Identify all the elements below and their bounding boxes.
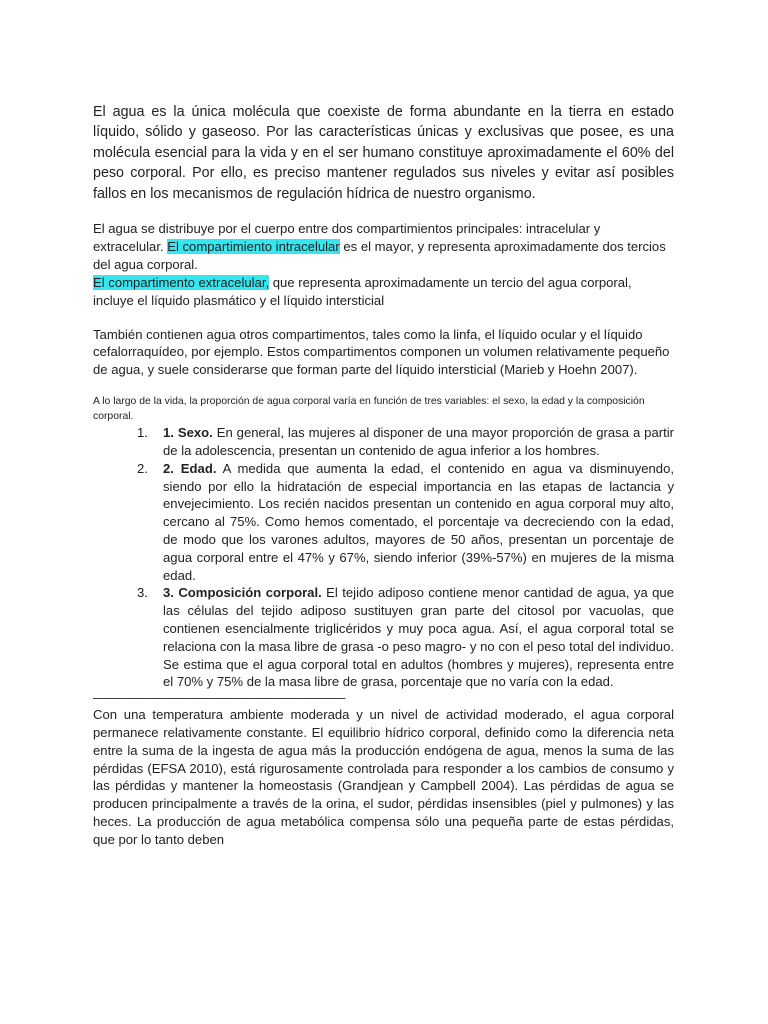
compartments-text-b: es el mayor, y representa aproximadamente dos tercios del agua corporal. bbox=[93, 238, 666, 272]
list-number: 3. bbox=[137, 585, 148, 601]
list-number: 2. bbox=[137, 460, 148, 476]
highlight-intracellular: El compartimiento intracelular bbox=[167, 238, 340, 254]
list-item-text: En general, las mujeres al disponer de una mayor proporción de grasa a partir de la adolescencia, presentan un contenido de agua inferior a los hombres. bbox=[163, 425, 674, 459]
separator-line: ———————————————————— bbox=[93, 690, 346, 706]
list-item-text: A medida que aumenta la edad, el contenido en agua va disminuyendo, siendo por ello la hidratación de especial importancia en las etapas de lactancia y envejecimiento. Los recién nacidos presentan un contenido en agua corporal muy alto, cercano al 75%. Como hemos comentado, el porcentaje va decreciendo con la edad, de modo que los varones adultos, mayores de 50 años, presentan un porcentaje de agua corporal entre el 47% y 67%, siendo inferior (39%-57%) en mujeres de la misma edad. bbox=[163, 460, 675, 583]
highlight-extracellular: El compartimento extracelular, bbox=[93, 274, 270, 290]
compartments-text-c: que representa aproximadamente un tercio del agua corporal, incluye el líquido plasmático y el líquido intersticial bbox=[93, 274, 632, 308]
list-item bbox=[93, 584, 674, 691]
list-item-text: El tejido adiposo contiene menor cantidad de agua, ya que las células del tejido adiposo sustituyen gran parte del citosol por vacuolas, que contienen esencialmente triglicéridos y muy poca agua. Así, el agua corporal total se relaciona con la masa libre de grasa -o peso magro- y no con el peso total del individuo. Se estima que el agua corporal total en adultos (hombres y mujeres), representa entre el 70% y 75% de la masa libre de grasa, porcentaje que no varía con la edad. bbox=[163, 585, 674, 690]
list-item-title: 3. Composición corporal. bbox=[163, 585, 322, 601]
factors-list bbox=[93, 424, 674, 691]
intro-paragraph: El agua es la única molécula que coexiste de forma abundante en la tierra en estado líquido, sólido y gaseoso. Por las características únicas y exclusivas que posee, es una molécula esencial para la vida y en el ser humano constituye aproximadamente el 60% del peso corporal. Por ello, es preciso mantener regulados sus niveles y evitar así posibles fallos en los mecanismos de regulación hídrica de nuestro organismo. bbox=[93, 104, 674, 202]
other-compartments-paragraph: También contienen agua otros compartimentos, tales como la linfa, el líquido ocular y el líquido cefalorraquídeo, por ejemplo. Estos compartimentos componen un volumen relativamente pequeño de agua, y suele considerarse que forman parte del líquido intersticial (Marieb y Hoehn 2007). bbox=[93, 326, 670, 378]
water-balance-paragraph: Con una temperatura ambiente moderada y un nivel de actividad moderado, el agua corporal permanece relativamente constante. El equilibrio hídrico corporal, definido como la diferencia neta entre la suma de la ingesta de agua más la producción endógena de agua, menos la suma de las pérdidas (EFSA 2010), está rigurosamente controlada para responder a los cambios de consumo y las pérdidas y mantener la homeostasis (Grandjean y Campbell 2004). Las pérdidas de agua se producen principalmente a través de la orina, el sudor, pérdidas insensibles (piel y pulmones) y las heces. La producción de agua metabólica compensa sólo una pequeña parte de estas pérdidas, que por lo tanto deben bbox=[93, 707, 674, 847]
document-page bbox=[93, 102, 674, 849]
list-number: 1. bbox=[137, 425, 148, 441]
list-item bbox=[93, 424, 674, 460]
list-item bbox=[93, 460, 674, 585]
compartments-paragraph bbox=[93, 220, 674, 310]
list-item-title: 1. Sexo. bbox=[163, 425, 213, 441]
list-item-title: 2. Edad. bbox=[163, 460, 217, 476]
compartments-text-a: El agua se distribuye por el cuerpo entre dos compartimientos principales: intracelular y extracelular. bbox=[93, 221, 601, 254]
variables-intro: A lo largo de la vida, la proporción de agua corporal varía en función de tres variables: el sexo, la edad y la composición corporal. bbox=[93, 396, 645, 422]
